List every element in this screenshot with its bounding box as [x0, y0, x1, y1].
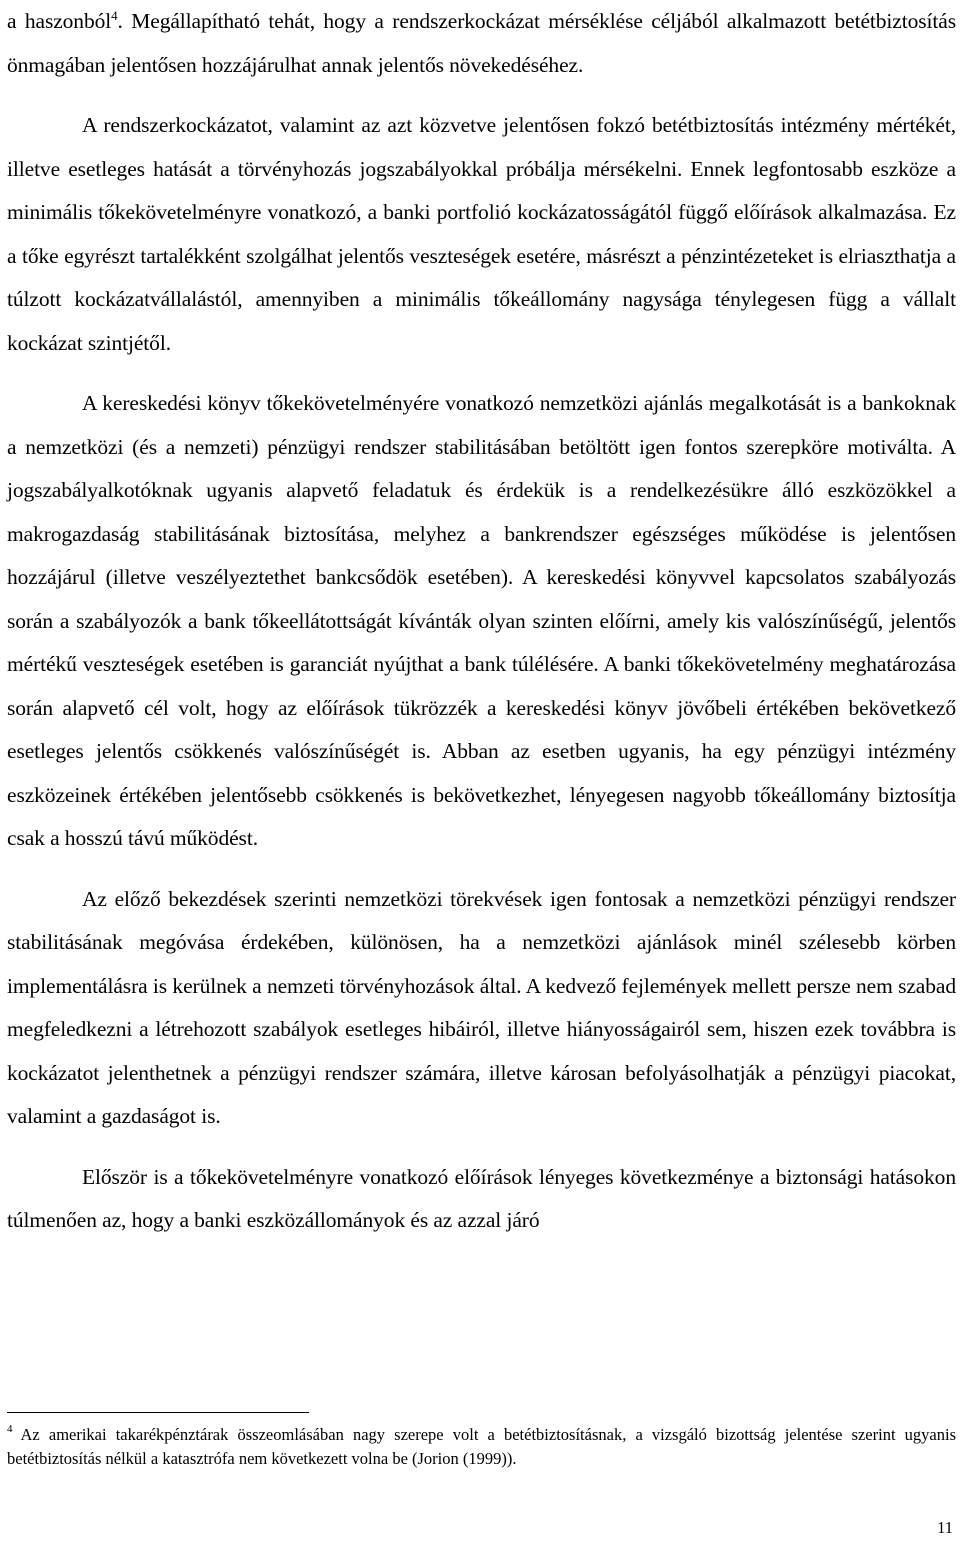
paragraph-1: [7, 0, 956, 87]
page-number: 11: [937, 1518, 953, 1537]
paragraph-4: Az előző bekezdések szerinti nemzetközi törekvések igen fontosak a nemzetközi pénzügyi rendszer stabilitásának megóvása érdekében, különösen, ha a nemzetközi ajánlások minél szélesebb körben implementálásra is kerülnek a nemzeti törvényhozások által. A kedvező fejlemények mellett persze nem szabad megfeledkezni a létrehozott szabályok esetleges hibáiról, illetve hiányosságairól sem, hiszen ezek továbbra is kockázatot jelenthetnek a pénzügyi rendszer számára, illetve károsan befolyásolhatják a pénzügyi piacokat, valamint a gazdaságot is.: [7, 886, 956, 1128]
footnote-text: Az amerikai takarékpénztárak összeomlásában nagy szerepe volt a betétbiztosításnak, a vizsgáló bizottság jelentése szerint ugyanis betétbiztosítás nélkül a katasztrófa nem következett volna be (Jorion (1999)).: [7, 1425, 956, 1468]
page-body: [7, 0, 956, 1243]
paragraph-1-start: a haszonból: [7, 9, 112, 33]
paragraph-5: Először is a tőkekövetelményre vonatkozó előírások lényeges következménye a biztonsági hatásokon túlmenően az, hogy a banki eszközállományok és az azzal járó: [7, 1164, 956, 1232]
footnote: [7, 1423, 956, 1471]
paragraph-2: A rendszerkockázatot, valamint az azt közvetve jelentősen fokzó betétbiztosítás intézmény mértékét, illetve esetleges hatását a törvényhozás jogszabályokkal próbálja mérsékelni. Ennek legfontosabb eszköze a minimális tőkekövetelményre vonatkozó, a banki portfolió kockázatosságától függő előírások alkalmazása. Ez a tőke egyrészt tartalékként szolgálhat jelentős veszteségek esetére, másrészt a pénzintézeteket is elriaszthatja a túlzott kockázatvállalástól, amennyiben a minimális tőkeállomány nagysága ténylegesen függ a vállalt kockázat szintjétől.: [7, 113, 956, 355]
paragraph-3: A kereskedési könyv tőkekövetelményére vonatkozó nemzetközi ajánlás megalkotását is a bankoknak a nemzetközi (és a nemzeti) pénzügyi rendszer stabilitásában betöltött igen fontos szerepköre motiválta. A jogszabályalkotóknak ugyanis alapvető feladatuk és érdekük is a rendelkezésükre álló eszközökkel a makrogazdaság stabilitásának biztosítása, melyhez a bankrendszer egészséges működése is jelentősen hozzájárul (illetve veszélyeztethet bankcsődök esetében). A kereskedési könyvvel kapcsolatos szabályozás során a szabályozók a bank tőkeellátottságát kívánták olyan szinten előírni, amely kis valószínűségű, jelentős mértékű veszteségek esetében is garanciát nyújthat a bank túlélésére. A banki tőkekövetelmény meghatározása során alapvető cél volt, hogy az előírások tükrözzék a kereskedési könyv jövőbeli értékében bekövetkező esetleges jelentős csökkenés valószínűségét is. Abban az esetben ugyanis, ha egy pénzügyi intézmény eszközeinek értékében jelentősebb csökkenés is bekövetkezhet, lényegesen nagyobb tőkeállomány biztosítja csak a hosszú távú működést.: [7, 391, 956, 850]
footnote-reference[interactable]: 4: [111, 7, 118, 23]
footnote-separator: [7, 1412, 309, 1413]
footnote-marker: 4: [7, 1423, 13, 1435]
paragraph-1-rest: . Megállapítható tehát, hogy a rendszerkockázat mérséklése céljából alkalmazott betétbiztosítás önmagában jelentősen hozzájárulhat annak jelentős növekedéséhez.: [7, 9, 956, 77]
main-text: [7, 0, 956, 1243]
